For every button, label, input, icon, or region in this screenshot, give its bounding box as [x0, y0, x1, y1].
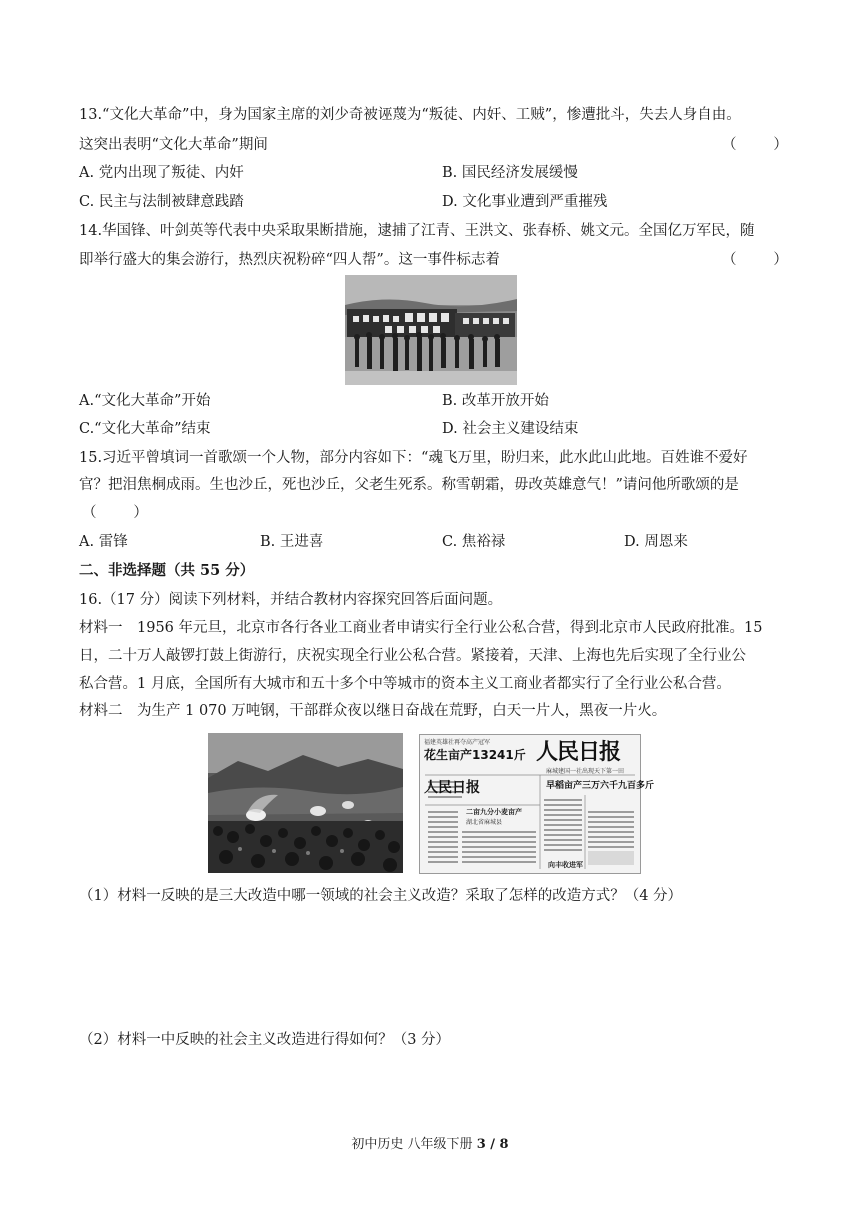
q16-material1-line3: 私合营。1 月底，全国所有大城市和五十多个中等城市的资本主义工商业者都实行了全行业公私合营。 [79, 676, 731, 692]
q13-stem-line1: 13.“文化大革命”中，身为国家主席的刘少奇被诬蔑为“叛徒、内奸、工贼”，惨遭批斗，失去人身自由。 [79, 107, 741, 123]
newspaper-subhead-c: 湖北省麻城县 [466, 819, 503, 826]
q14-option-d: D. 社会主义建设结束 [442, 421, 579, 437]
q13-option-d: D. 文化事业遭到严重摧残 [442, 194, 608, 210]
newspaper-masthead-small: 人民日报 [424, 780, 480, 796]
q15-option-d: D. 周恩来 [624, 534, 688, 550]
q15-stem-line1: 15.习近平曾填词一首歌颂一个人物，部分内容如下：“魂飞万里，盼归来，此水此山此地。百姓谁不爱好 [79, 450, 748, 466]
newspaper-subhead-a: 麻城建国一社出现天下第一田 [546, 768, 625, 775]
newspaper-headline-rice: 早稻亩产三万六千九百多斤 [546, 781, 655, 791]
q14-stem-line1: 14.华国锋、叶剑英等代表中央采取果断措施，逮捕了江青、王洪文、张春桥、姚文元。全国亿万军民，随 [79, 223, 755, 239]
q15-stem-line2: 官？把泪焦桐成雨。生也沙丘，死也沙丘，父老生死系。称雪朝霜，毋改英雄意气！”请问他所歌颂的是 [79, 477, 739, 493]
newspaper-clipping [419, 734, 655, 874]
q14-option-b: B. 改革开放开始 [442, 393, 549, 409]
newspaper-headline-peanut: 花生亩产13241斤 [424, 748, 526, 762]
page-number: 3 / 8 [476, 1137, 509, 1152]
q15-option-c: C. 焦裕禄 [442, 534, 506, 550]
steel-campaign-photo [208, 733, 403, 873]
q15-answer-paren: （ ） [82, 505, 148, 521]
q16-material2: 材料二 为生产 1 070 万吨钢，干部群众夜以继日奋战在荒野，白天一片人，黑夜一片火。 [79, 703, 667, 719]
newspaper-subhead-b: 二亩九分小麦亩产 [466, 807, 522, 816]
q16-sub-question-2: （2）材料一中反映的社会主义改造进行得如何？（3 分） [79, 1032, 451, 1048]
q14-stem-line2: 即举行盛大的集会游行，热烈庆祝粉碎“四人帮”。这一事件标志着 [79, 252, 500, 268]
page-footer [0, 1133, 860, 1152]
section-heading: 二、非选择题（共 55 分） [79, 562, 255, 579]
newspaper-top-small: 福建英雄社再夺高产冠军 [424, 739, 491, 746]
q15-option-b: B. 王进喜 [260, 534, 324, 550]
q13-option-a: A. 党内出现了叛徒、内奸 [79, 165, 244, 181]
q16-intro: 16.（17 分）阅读下列材料，并结合教材内容探究回答后面问题。 [79, 592, 503, 608]
q13-answer-paren: （ ） [722, 137, 788, 153]
q16-material1-line2: 日，二十万人敲锣打鼓上街游行，庆祝实现全行业公私合营。紧接着，天津、上海也先后实现了全行业公 [79, 648, 746, 664]
newspaper-masthead: 人民日报 [536, 739, 621, 765]
footer-label: 初中历史 八年级下册 [351, 1137, 473, 1152]
q13-option-b: B. 国民经济发展缓慢 [442, 165, 578, 181]
q16-material1-line1: 材料一 1956 年元旦，北京市各行各业工商业者申请实行全行业公私合营，得到北京市人民政府批准。15 [79, 620, 763, 636]
q13-option-c: C. 民主与法制被肆意践踏 [79, 194, 244, 210]
q14-answer-paren: （ ） [722, 252, 788, 268]
parade-photo [345, 275, 517, 385]
q16-sub-question-1: （1）材料一反映的是三大改造中哪一领域的社会主义改造？采取了怎样的改造方式？（4 分） [79, 888, 683, 904]
q14-option-a: A.“文化大革命”开始 [79, 393, 211, 409]
newspaper-banner: 向丰收进军 [548, 860, 583, 869]
q14-option-c: C.“文化大革命”结束 [79, 421, 211, 437]
q15-option-a: A. 雷锋 [79, 534, 128, 550]
q13-stem-line2: 这突出表明“文化大革命”期间 [79, 137, 268, 153]
